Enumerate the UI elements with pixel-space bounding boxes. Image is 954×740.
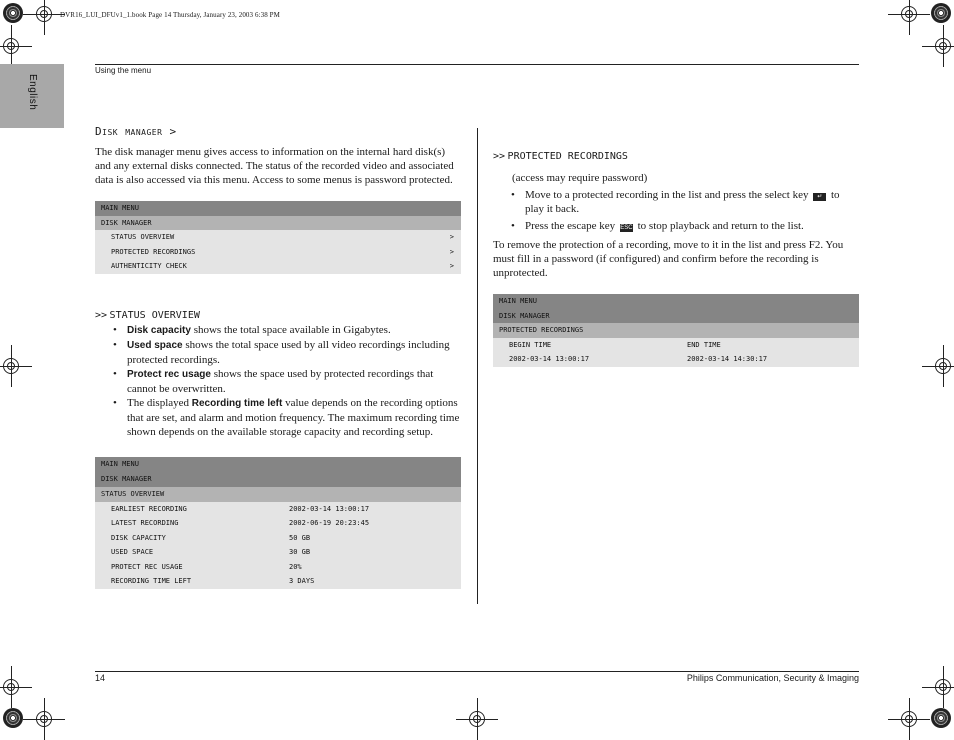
enter-key-icon: ↵ xyxy=(813,193,826,201)
page-number: 14 xyxy=(95,673,106,683)
chevron-right-icon: > xyxy=(449,247,454,256)
list-item: • The displayed Recording time left value depends on the recording options that are set, and alarm and motion frequency. The maximum recording time shown depends on the available storage capacity and recording setup. xyxy=(95,396,461,439)
protected-bullets xyxy=(493,188,859,233)
registration-mark xyxy=(931,3,951,23)
crop-mark xyxy=(898,3,920,25)
footer-company: Philips Communication, Security & Imaging xyxy=(686,673,859,683)
menu-sub: DISK MANAGER xyxy=(95,216,461,231)
menu-main: MAIN MENU xyxy=(95,457,461,472)
menu-sub: DISK MANAGER xyxy=(493,309,859,324)
print-info: DVR16_LUI_DFUv1_1.book Page 14 Thursday, January 23, 2003 6:38 PM xyxy=(60,11,280,19)
menu-sub: DISK MANAGER xyxy=(95,472,461,487)
column-divider xyxy=(477,128,478,604)
chevron-right-icon: > xyxy=(449,233,454,241)
menu-section: PROTECTED RECORDINGS xyxy=(493,323,859,338)
page-title: Disk manager > xyxy=(95,125,177,138)
crop-mark xyxy=(466,708,488,730)
crop-mark xyxy=(898,708,920,730)
table-row: PROTECT REC USAGE 20% xyxy=(95,560,461,575)
menu-main: MAIN MENU xyxy=(493,294,859,309)
crop-mark xyxy=(0,355,22,377)
escape-key-icon: ESC xyxy=(620,225,633,231)
section-label: Using the menu xyxy=(95,66,152,75)
list-item: • Move to a protected recording in the list and press the select key ↵ to play it back. xyxy=(493,188,859,216)
table-row: LATEST RECORDING 2002-06-19 20:23:45 xyxy=(95,516,461,531)
list-item: • Protect rec usage shows the space used by protected recordings that cannot be overwritten. xyxy=(95,367,461,396)
menu-section: STATUS OVERVIEW xyxy=(95,487,461,502)
password-note: (access may require password) xyxy=(512,172,648,184)
menu-item-status-overview[interactable]: STATUS OVERVIEW > xyxy=(95,230,461,245)
registration-mark xyxy=(3,3,23,23)
crop-mark xyxy=(33,708,55,730)
crop-mark xyxy=(0,676,22,698)
status-heading: >> STATUS OVERVIEW xyxy=(95,310,200,321)
crop-mark xyxy=(932,676,954,698)
protected-heading: >> PROTECTED RECORDINGS xyxy=(493,151,628,162)
table-row: USED SPACE 30 GB xyxy=(95,545,461,560)
list-item: • Disk capacity shows the total space available in Gigabytes. xyxy=(95,323,461,338)
menu-item-authenticity-check[interactable]: AUTHENTICITY CHECK > xyxy=(95,259,461,274)
intro-paragraph: The disk manager menu gives access to information on the internal hard disk(s) and any external disks connected. The status of the recorded video and associated data is also accessed via this menu. Access to some menus is password protected. xyxy=(95,146,454,186)
status-overview-menu xyxy=(95,457,461,589)
disk-manager-menu xyxy=(95,201,461,274)
table-row: RECORDING TIME LEFT 3 DAYS xyxy=(95,574,461,589)
chevron-right-icon: > xyxy=(449,262,454,270)
table-header: BEGIN TIME END TIME xyxy=(493,338,859,353)
table-row[interactable]: 2002-03-14 13:00:17 2002-03-14 14:30:17 xyxy=(493,352,859,367)
table-row: EARLIEST RECORDING 2002-03-14 13:00:17 xyxy=(95,502,461,517)
table-row: DISK CAPACITY 50 GB xyxy=(95,531,461,546)
menu-item-protected-recordings[interactable]: PROTECTED RECORDINGS > xyxy=(95,245,461,260)
registration-mark xyxy=(3,708,23,728)
crop-mark xyxy=(932,355,954,377)
footer-rule xyxy=(95,671,859,672)
menu-main: MAIN MENU xyxy=(95,201,461,216)
list-item: • Used space shows the total space used by all video recordings including protected recordings. xyxy=(95,338,461,367)
language-label: English xyxy=(27,74,38,111)
registration-mark xyxy=(931,708,951,728)
crop-mark xyxy=(33,3,55,25)
protected-recordings-menu xyxy=(493,294,859,367)
header-rule xyxy=(95,64,859,65)
language-tab xyxy=(0,64,64,128)
status-bullets xyxy=(95,323,461,439)
list-item: • Press the escape key ESC to stop playback and return to the list. xyxy=(493,219,859,233)
crop-mark xyxy=(932,35,954,57)
crop-mark xyxy=(0,35,22,57)
unprotect-paragraph: To remove the protection of a recording, move to it in the list and press F2. You must fill in a password (if configured) and confirm before the recording is unprotected. xyxy=(493,239,844,279)
